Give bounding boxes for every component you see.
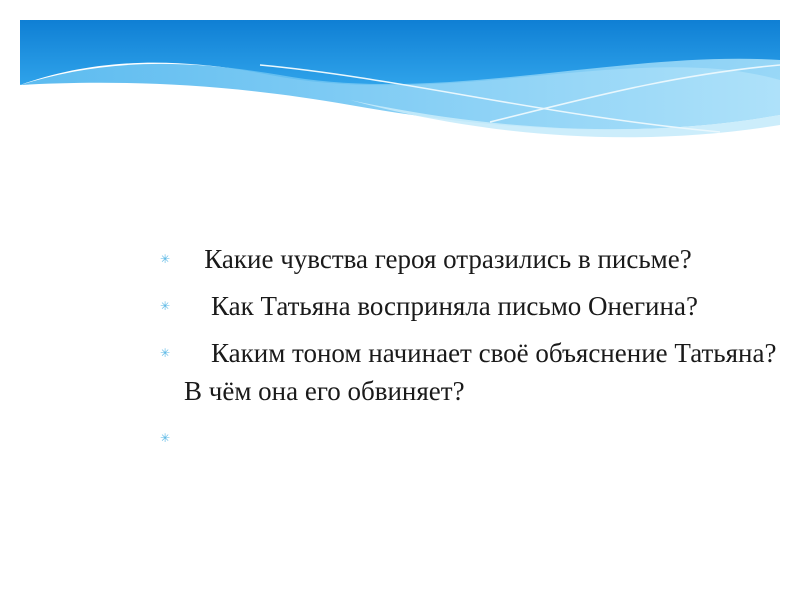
asterisk-bullet-icon: ✳ xyxy=(160,346,171,360)
asterisk-bullet-icon: ✳ xyxy=(160,431,171,445)
bullet-text: Какие чувства героя отразились в письме? xyxy=(184,244,692,274)
bullet-text: Каким тоном начинает своё объяснение Татьяна? В чём она его обвиняет? xyxy=(184,338,784,406)
bullet-item xyxy=(160,287,790,325)
bullet-text: Как Татьяна восприняла письмо Онегина? xyxy=(184,291,698,321)
bullet-item xyxy=(160,240,790,278)
asterisk-bullet-icon: ✳ xyxy=(160,299,171,313)
asterisk-bullet-icon: ✳ xyxy=(160,252,171,266)
bullet-list xyxy=(160,240,790,445)
bullet-item xyxy=(160,334,790,410)
wave-banner xyxy=(20,20,780,150)
